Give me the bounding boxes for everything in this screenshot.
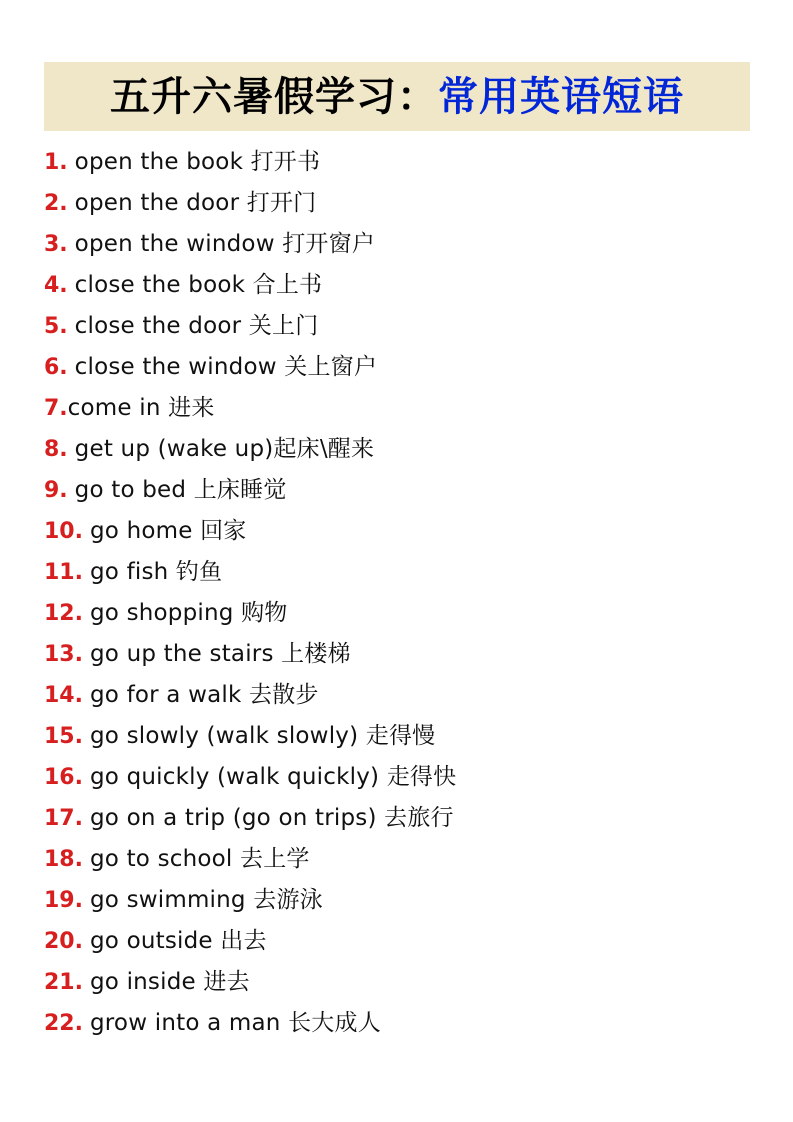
phrase-list [44,142,754,1044]
list-item-number: 20. [44,929,83,954]
list-item-text: come in 进来 [67,395,215,421]
list-item-number: 4. [44,273,68,298]
list-item-text: go shopping 购物 [89,600,288,626]
list-item [44,388,754,429]
list-item-number: 12. [44,601,83,626]
list-item [44,183,754,224]
list-item-text: go outside 出去 [89,928,267,954]
list-item-text: go up the stairs 上楼梯 [89,641,351,667]
list-item-text: get up (wake up)起床\醒来 [74,436,375,462]
list-item [44,675,754,716]
list-item-number: 16. [44,765,83,790]
page-title-topic: 五升六暑假学习： [110,73,438,120]
list-item-text: go on a trip (go on trips) 去旅行 [89,805,454,831]
list-item-number: 18. [44,847,83,872]
list-item-number: 8. [44,437,68,462]
list-item-text: go to school 去上学 [89,846,310,872]
list-item-number: 21. [44,970,83,995]
list-item [44,757,754,798]
list-item-number: 3. [44,232,68,257]
list-item-number: 1. [44,150,68,175]
list-item [44,265,754,306]
list-item [44,306,754,347]
list-item [44,470,754,511]
list-item [44,142,754,183]
list-item-number: 6. [44,355,68,380]
list-item-text: go quickly (walk quickly) 走得快 [89,764,457,790]
list-item-text: close the door 关上门 [74,313,319,339]
list-item-number: 10. [44,519,83,544]
list-item-number: 22. [44,1011,83,1036]
list-item-number: 19. [44,888,83,913]
list-item-number: 14. [44,683,83,708]
list-item-text: go slowly (walk slowly) 走得慢 [89,723,436,749]
list-item [44,798,754,839]
list-item-number: 11. [44,560,83,585]
list-item [44,839,754,880]
list-item-text: open the book 打开书 [74,149,321,175]
list-item [44,921,754,962]
list-item-text: go swimming 去游泳 [89,887,323,913]
list-item [44,962,754,1003]
list-item [44,716,754,757]
list-item-text: close the window 关上窗户 [74,354,378,380]
list-item-number: 2. [44,191,68,216]
list-item [44,1003,754,1044]
list-item-text: open the door 打开门 [74,190,317,216]
list-item [44,593,754,634]
title-banner [44,62,750,131]
list-item-text: go for a walk 去散步 [89,682,319,708]
list-item [44,511,754,552]
list-item-number: 17. [44,806,83,831]
list-item-number: 13. [44,642,83,667]
list-item [44,634,754,675]
list-item-text: go fish 钓鱼 [89,559,223,585]
list-item-text: go inside 进去 [89,969,250,995]
list-item-text: go home 回家 [89,518,247,544]
list-item [44,224,754,265]
page-title-subject: 常用英语短语 [438,73,684,120]
page-title [110,73,684,120]
list-item-text: go to bed 上床睡觉 [74,477,287,503]
list-item-number: 9. [44,478,68,503]
list-item [44,880,754,921]
list-item-text: close the book 合上书 [74,272,323,298]
list-item-number: 5. [44,314,68,339]
list-item-text: open the window 打开窗户 [74,231,376,257]
list-item [44,552,754,593]
list-item-number: 15. [44,724,83,749]
list-item [44,429,754,470]
list-item-number: 7. [44,396,68,421]
list-item-text: grow into a man 长大成人 [89,1010,381,1036]
list-item [44,347,754,388]
